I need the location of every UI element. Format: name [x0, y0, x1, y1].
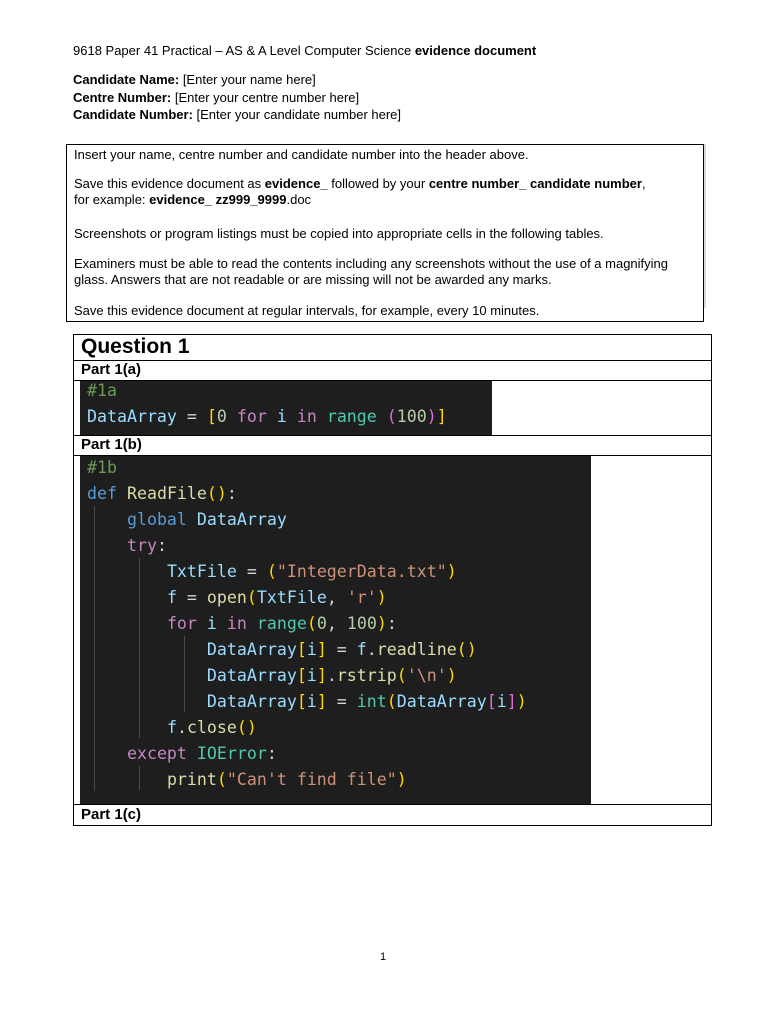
instruction-2-bold: centre number_ candidate number [428, 176, 642, 191]
instruction-2-text: , [641, 176, 646, 191]
code-line: DataArray[i] = f.readline() [206, 640, 477, 659]
code-line: for i in range(0, 100): [166, 614, 397, 633]
question-title: Question 1 [81, 335, 190, 358]
header-title-bold: evidence document [414, 43, 537, 58]
code-comment: #1b [87, 458, 117, 477]
centre-number-field[interactable]: [Enter your centre number here] [171, 90, 360, 105]
code-line: try: [126, 536, 167, 555]
code-line: DataArray[i].rstrip('\n') [206, 666, 457, 685]
code-line: except IOError: [126, 744, 277, 763]
row-divider [74, 435, 711, 436]
candidate-name-line [73, 72, 316, 87]
question-table [73, 334, 712, 826]
candidate-name-field[interactable]: [Enter your name here] [179, 72, 316, 87]
candidate-number-field[interactable]: [Enter your candidate number here] [192, 107, 402, 122]
centre-number-label: Centre Number: [73, 90, 172, 105]
code-comment: #1a [87, 381, 117, 400]
part-1b-title: Part 1(b) [81, 436, 142, 453]
row-divider [74, 804, 711, 805]
row-divider [74, 360, 711, 361]
document-header [73, 43, 536, 58]
instruction-2-bold: evidence_ [264, 176, 328, 191]
code-line: global DataArray [126, 510, 287, 529]
instruction-2-text: .doc [286, 192, 312, 207]
part-1a-title: Part 1(a) [81, 361, 142, 378]
code-line: f = open(TxtFile, 'r') [166, 588, 387, 607]
instruction-4: Examiners must be able to read the contents including any screenshots without the use of a magnifying glass. Answers that are not readable or are missing will not be awarded any marks. [74, 256, 669, 287]
code-line: DataArray = [0 for i in range (100)] [87, 407, 447, 426]
part-1c-title: Part 1(c) [81, 806, 142, 823]
instruction-1: Insert your name, centre number and candidate number into the header above. [74, 147, 529, 162]
header-title: 9618 Paper 41 Practical – AS & A Level Computer Science [73, 43, 415, 58]
candidate-number-line [73, 107, 401, 122]
code-line: def ReadFile(): [87, 484, 237, 503]
candidate-number-label: Candidate Number: [73, 107, 193, 122]
centre-number-line [73, 90, 359, 105]
code-screenshot-1b [80, 456, 591, 804]
code-screenshot-1a [80, 381, 492, 435]
instruction-2-text: for example: [74, 192, 150, 207]
instruction-5: Save this evidence document at regular intervals, for example, every 10 minutes. [74, 303, 540, 318]
instruction-2-text: followed by your [327, 176, 429, 191]
candidate-name-label: Candidate Name: [73, 72, 180, 87]
code-line: f.close() [166, 718, 257, 737]
page-number: 1 [380, 951, 387, 963]
code-line: DataArray[i] = int(DataArray[i]) [206, 692, 527, 711]
code-line: TxtFile = ("IntegerData.txt") [166, 562, 457, 581]
instructions-box [66, 144, 704, 322]
box-shadow [704, 144, 706, 308]
code-line: print("Can't find file") [166, 770, 407, 789]
instruction-3: Screenshots or program listings must be copied into appropriate cells in the following tables. [74, 226, 604, 241]
instruction-2-text: Save this evidence document as [74, 176, 265, 191]
instruction-2 [74, 176, 699, 208]
example-filename: evidence_ zz999_9999 [149, 192, 287, 207]
